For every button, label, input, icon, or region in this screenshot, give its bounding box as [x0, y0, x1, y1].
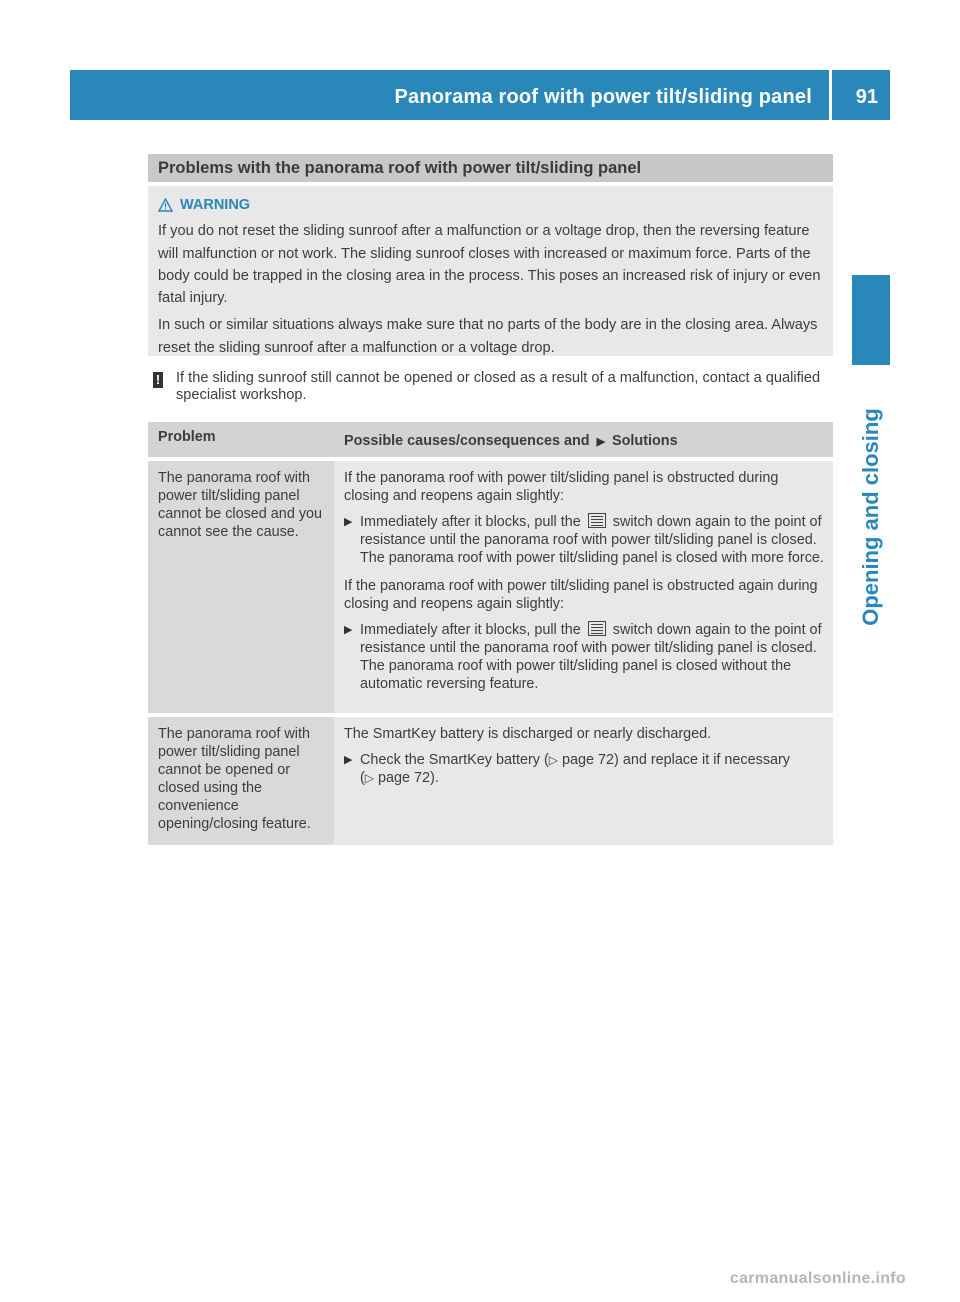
arrow-right-icon: ▶	[344, 624, 353, 636]
step-text: Immediately after it blocks, pull the	[360, 622, 581, 638]
arrow-right-icon: ▶	[344, 754, 353, 766]
step-text: Immediately after it blocks, pull the	[360, 514, 581, 530]
step-text: Check the SmartKey battery (	[360, 752, 549, 768]
arrow-right-icon: ▶	[596, 436, 606, 448]
header-title: Panorama roof with power tilt/sliding panel	[394, 86, 812, 108]
solution-step	[344, 513, 825, 567]
table-row	[148, 717, 833, 845]
side-tab-label	[848, 372, 894, 662]
problem-cell: The panorama roof with power tilt/sliding panel cannot be opened or closed using the convenience opening/closing feature.	[148, 717, 334, 845]
header-divider	[829, 70, 832, 120]
cause-text: The SmartKey battery is discharged or nearly discharged.	[344, 726, 712, 742]
step-text: ) and replace it if necessary (	[360, 752, 791, 786]
solution-step	[344, 751, 825, 787]
warning-paragraph: If you do not reset the sliding sunroof after a malfunction or a voltage drop, then the reversing feature will malfunction or not work. The sliding sunroof closes with increased or maximum force. Parts of the body could be trapped in the closing area in the process. This poses an increased risk of injury or even fatal injury.	[158, 223, 821, 307]
step-text: switch down again to the point of resistance until the panorama roof with power tilt/sliding panel is closed.	[360, 514, 822, 548]
warning-paragraph: In such or similar situations always make sure that no parts of the body are in the closing area. Always reset the sliding sunroof after a malfunction or a voltage drop.	[158, 317, 818, 356]
problem-cell: The panorama roof with power tilt/sliding panel cannot be closed and you cannot see the cause.	[148, 461, 334, 713]
step-text: switch down again to the point of resistance until the panorama roof with power tilt/sliding panel is closed.	[360, 622, 822, 656]
column-header-causes	[334, 422, 833, 457]
column-header-problem: Problem	[148, 422, 334, 457]
warning-triangle-icon	[158, 198, 173, 212]
solution-step	[344, 621, 825, 693]
page-header	[70, 70, 890, 120]
switch-icon	[588, 513, 606, 528]
note-exclamation-icon: !	[153, 372, 163, 388]
warning-heading	[158, 194, 833, 216]
step-result: The panorama roof with power tilt/sliding panel is closed with more force.	[360, 550, 824, 566]
page-ref-icon: ▷	[364, 771, 375, 785]
solution-cell	[334, 461, 833, 713]
note-text: If the sliding sunroof still cannot be opened or closed as a result of a malfunction, contact a qualified specialist workshop.	[176, 370, 821, 403]
cause-text: If the panorama roof with power tilt/sliding panel is obstructed again during closing and reopens again slightly:	[344, 578, 818, 612]
step-text: ).	[430, 770, 439, 786]
page-reference-link[interactable]: page 72	[562, 752, 615, 768]
side-tab-label-text: Opening and closing	[858, 408, 883, 626]
watermark: carmanualsonline.info	[729, 1270, 906, 1287]
step-result: The panorama roof with power tilt/sliding panel is closed without the automatic reversing feature.	[360, 658, 792, 692]
section-title: Problems with the panorama roof with power tilt/sliding panel	[148, 154, 833, 182]
page-reference-link[interactable]: page 72	[378, 770, 431, 786]
note	[148, 370, 833, 404]
table-row	[148, 461, 833, 713]
causes-label: Possible causes/consequences and	[344, 433, 590, 449]
arrow-right-icon: ▶	[344, 516, 353, 528]
solution-cell	[334, 717, 833, 845]
warning-label: WARNING	[180, 197, 251, 213]
side-tab-marker	[852, 275, 890, 365]
page-number: 91	[855, 86, 878, 108]
switch-icon	[588, 621, 606, 636]
table-header-row	[148, 422, 833, 457]
warning-box	[148, 186, 833, 356]
troubleshooting-table	[148, 418, 833, 849]
page-ref-icon: ▷	[548, 753, 558, 767]
solutions-label: Solutions	[612, 433, 678, 449]
cause-text: If the panorama roof with power tilt/sliding panel is obstructed during closing and reopens again slightly:	[344, 470, 779, 504]
